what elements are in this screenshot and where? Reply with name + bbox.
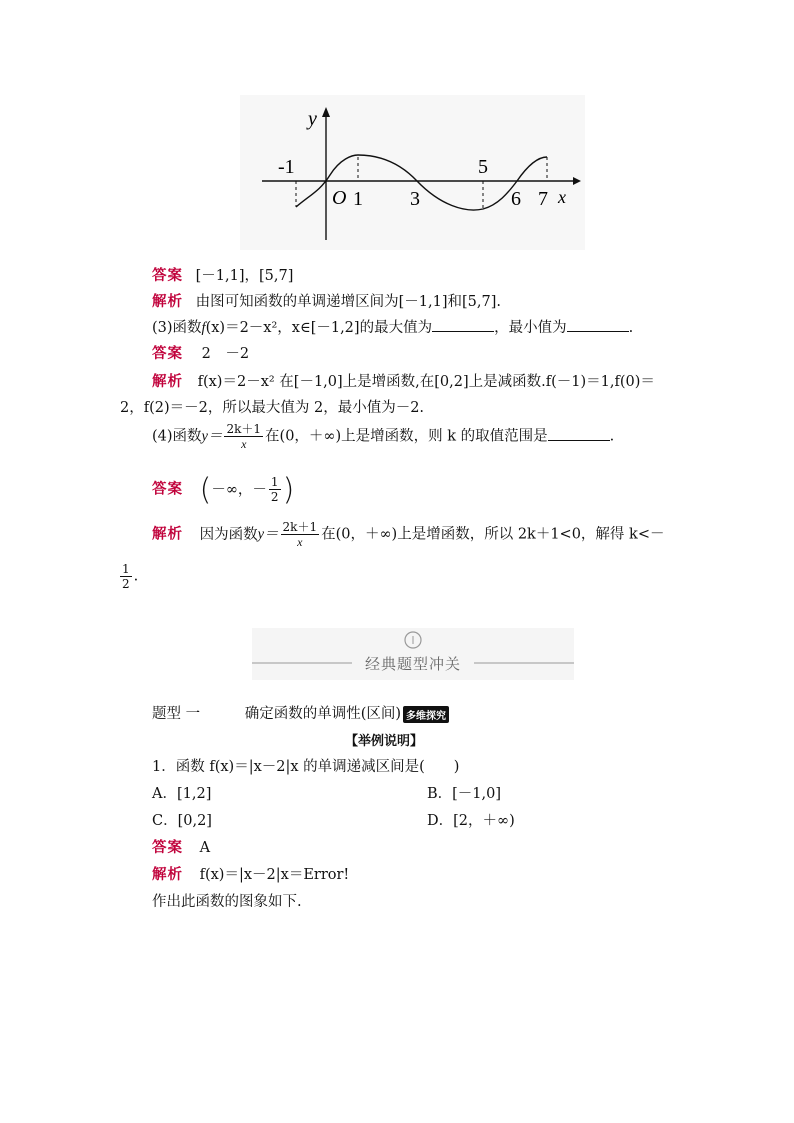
tick-label-1: 1	[353, 188, 363, 210]
analysis-text: f(x)＝|x－2|x＝Error!	[199, 867, 350, 883]
left-paren: (	[199, 472, 212, 507]
q4-y-eq: y＝	[201, 428, 223, 445]
answer-blank	[432, 319, 494, 332]
answer-tag: 答案	[152, 480, 183, 498]
y-axis-label: y	[308, 108, 317, 130]
q3-question	[152, 316, 633, 337]
q4-analysis-line	[152, 520, 664, 549]
analysis-prefix: 因为函数	[199, 526, 258, 543]
fraction-numerator: 1	[270, 475, 279, 489]
answer-blank	[567, 319, 629, 332]
q3-prefix: (3)函数	[152, 320, 202, 336]
fraction-denominator: x	[297, 535, 303, 549]
fraction-numerator: 1	[122, 562, 130, 576]
answer-tag: 答案	[152, 267, 183, 284]
q3-mid: ，最小值为	[494, 320, 567, 336]
x-axis-label: x	[558, 187, 566, 207]
example-header: 【举例说明】	[345, 734, 424, 749]
type-label: 题型 一	[152, 706, 201, 722]
fraction-numerator: 2k＋1	[282, 520, 318, 534]
q3-answer-line	[152, 342, 249, 363]
answer-text: [－1,1]，[5,7]	[195, 268, 294, 284]
question-1: 1．函数 f(x)＝|x－2|x 的单调递减区间是( )	[152, 759, 460, 775]
q4-prefix: (4)函数	[152, 428, 202, 445]
fraction-denominator: x	[241, 437, 247, 451]
answer-text: 2 －2	[201, 346, 250, 362]
q2-analysis-line	[152, 290, 501, 311]
continuation-end: .	[133, 568, 139, 585]
tick-label-3: 3	[410, 188, 420, 210]
answer-blank	[548, 428, 610, 441]
analysis-suffix: 在(0，＋∞)上是增函数，所以 2k＋1<0，解得 k<－	[321, 526, 665, 543]
q4-suffix: 在(0，＋∞)上是增函数，则 k 的取值范围是	[265, 428, 548, 445]
section-divider	[252, 628, 574, 680]
type1-answer-line	[152, 836, 210, 857]
option-a: A．[1,2]	[152, 786, 212, 802]
fraction-numerator: 2k＋1	[226, 422, 262, 436]
q3-fx-arg: (x)＝2－x²，x∈[－1,2]的最大值为	[205, 320, 433, 336]
followup-text: 作出此函数的图象如下.	[152, 894, 302, 910]
continuation-fraction	[120, 562, 132, 591]
section-title: 经典题型冲关	[364, 655, 461, 673]
tick-label-5: 5	[478, 156, 488, 178]
analysis-tag: 解析	[152, 373, 183, 390]
type1-heading	[152, 702, 449, 723]
fraction-denominator: 2	[270, 490, 279, 504]
analysis-tag: 解析	[152, 866, 183, 883]
q3-fx: f	[201, 320, 206, 336]
tick-label-6: 6	[511, 188, 521, 210]
answer-tag: 答案	[152, 345, 183, 362]
origin-label: O	[332, 187, 347, 209]
q4-analysis-continuation	[118, 562, 138, 591]
interval-inner: －∞，－	[211, 481, 267, 498]
analysis-text: f(x)＝2－x² 在[－1,0]上是增函数,在[0,2]上是减函数.f(－1)＝1,f(0)＝	[197, 374, 655, 390]
analysis-fraction	[281, 520, 320, 549]
q2-answer-line	[152, 264, 293, 285]
q4-fraction	[224, 422, 263, 451]
type1-analysis-line	[152, 863, 349, 884]
function-graph	[240, 95, 585, 250]
interval-answer	[199, 472, 295, 507]
answer-tag: 答案	[152, 839, 183, 856]
analysis-y-eq: y＝	[257, 526, 279, 543]
tick-label-neg1: -1	[278, 156, 295, 178]
option-d: D．[2，＋∞)	[427, 813, 515, 829]
fraction-denominator: 2	[122, 577, 130, 591]
q4-end: .	[609, 428, 615, 445]
answer-fraction	[269, 475, 281, 504]
analysis-text: 由图可知函数的单调递增区间为[－1,1]和[5,7].	[195, 294, 501, 310]
q4-answer-line	[152, 472, 294, 507]
right-paren: )	[282, 472, 295, 507]
q4-question	[152, 422, 614, 451]
option-c: C．[0,2]	[152, 813, 212, 829]
type-title: 确定函数的单调性(区间)	[244, 706, 402, 722]
q3-end: .	[628, 320, 634, 336]
type-badge: 多维探究	[403, 706, 449, 723]
option-b: B．[－1,0]	[427, 786, 502, 802]
answer-text: A	[199, 840, 211, 856]
q3-analysis-line2: 2，f(2)＝－2，所以最大值为 2，最小值为－2.	[120, 400, 425, 416]
q3-analysis-line1	[152, 370, 655, 391]
analysis-tag: 解析	[152, 525, 183, 543]
analysis-tag: 解析	[152, 293, 183, 310]
tick-label-7: 7	[538, 188, 548, 210]
